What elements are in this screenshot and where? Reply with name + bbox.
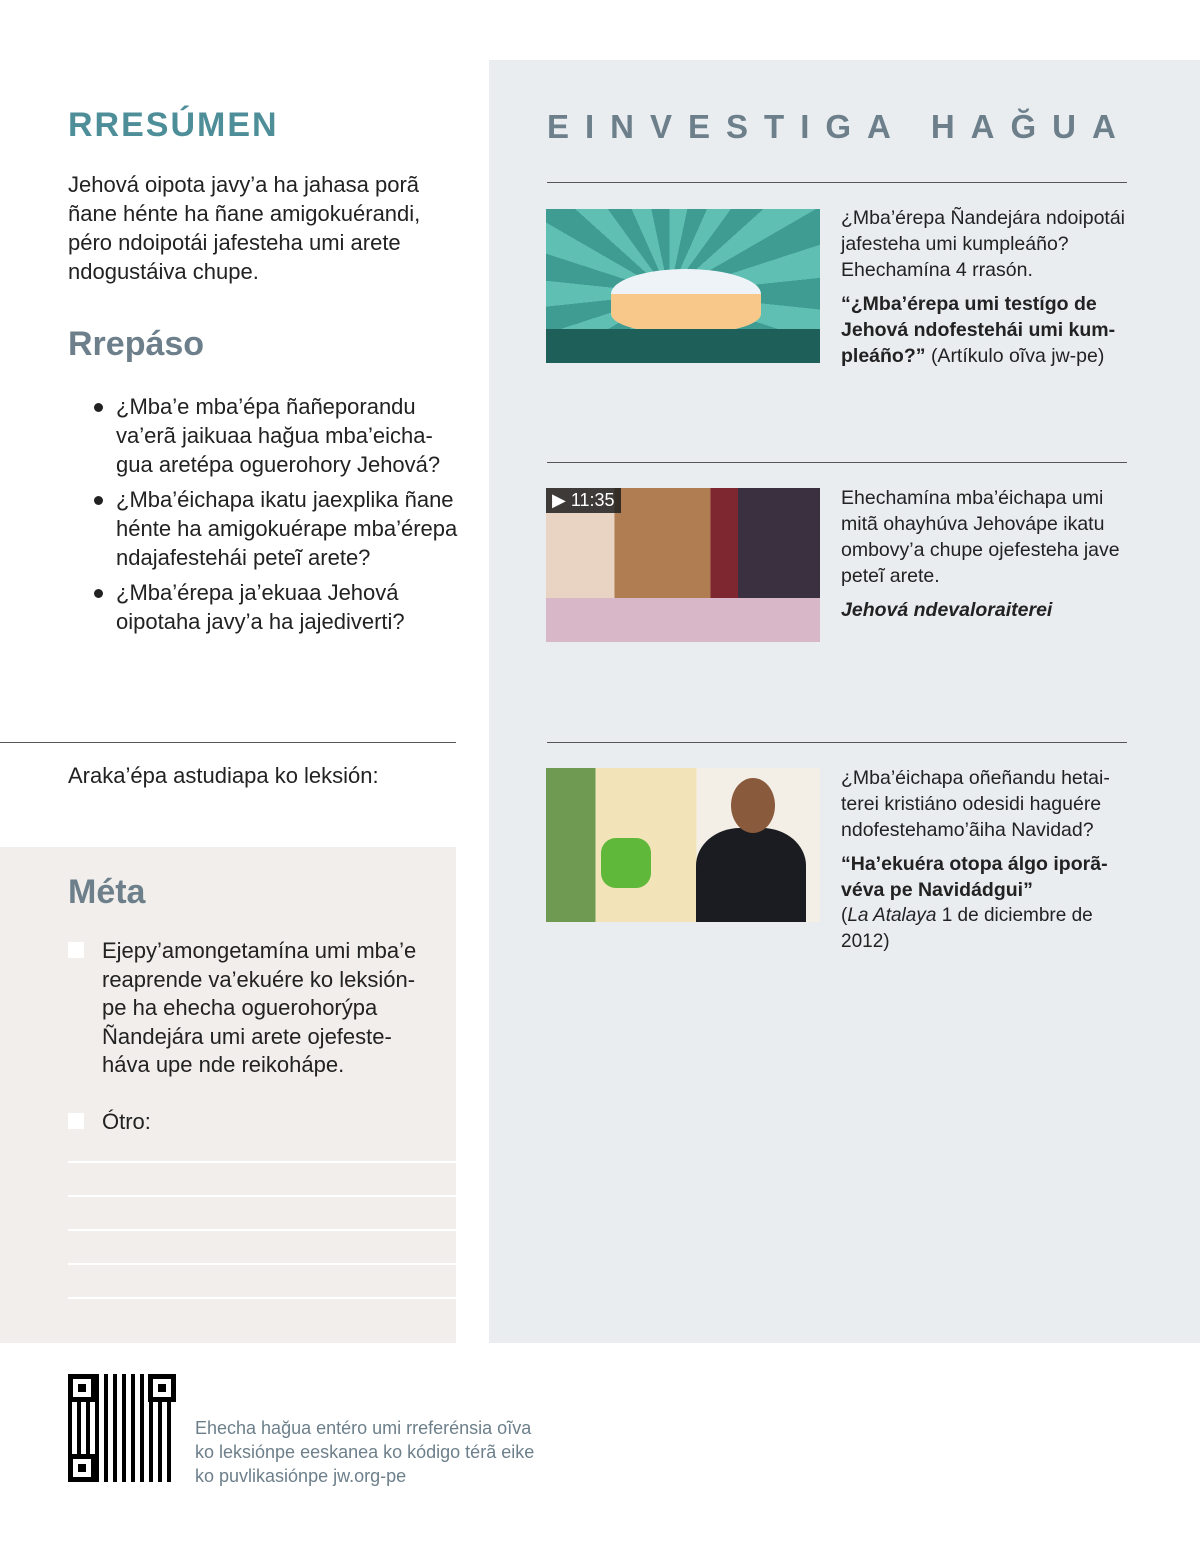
video-link[interactable]: Jehová ndevaloraiterei — [841, 599, 1053, 621]
goal-other-label: Ótro: — [102, 1109, 151, 1134]
write-line[interactable] — [68, 1263, 456, 1265]
resource-item — [841, 485, 1131, 623]
source: (Artíkulo oĩva jw-pe) — [930, 345, 1105, 367]
explore-title: EINVESTIGA HAĞUA — [547, 108, 1132, 145]
summary-title: RRESÚMEN — [68, 106, 279, 144]
resource-description: Ehechamína mba’éichapa umi mitã ohayhúva Jehovápe ikatu ombovy’a chupe ojefesteha jave peteĩ arete. — [841, 487, 1120, 587]
goal-box — [0, 847, 456, 1343]
other-checkbox[interactable] — [68, 1113, 84, 1129]
goal-title: Méta — [68, 873, 146, 911]
resource-description: ¿Mba’érepa Ñandejára ndoipotái jafesteha umi kumpleáño? Ehechamína 4 rrasón. — [841, 207, 1126, 281]
write-line[interactable] — [68, 1229, 456, 1231]
summary-text: Jehová oipota javy’a ha jahasa porã ñane hénte ha ñane amigokuérandi, péro ndoipotái jafesteha umi arete ndogustáiva chupe. — [68, 172, 421, 284]
review-list — [92, 392, 462, 642]
resource-item — [841, 765, 1131, 955]
divider — [547, 742, 1127, 743]
article-link[interactable]: “¿Mba’érepa umi testígo de Jehová ndofestehái umi kumpleáño?” — [841, 293, 1116, 367]
resource-description: ¿Mba’éichapa oñeñandu hetaiterei kristiáno odesidi haguére ndofestehamo’ãiha Navidad? — [841, 767, 1110, 841]
review-item: ¿Mba’e mba’épa ñañeporandu va’erã jaikuaa hağua mba’eichagua aretépa oguerohory Jehová? — [92, 392, 462, 479]
resource-item — [841, 205, 1131, 369]
review-item: ¿Mba’éichapa ikatu jaexplika ñane hénte ha amigokuérape mba’érepa ndajafestehái peteĩ arete? — [92, 485, 462, 572]
divider — [0, 742, 456, 743]
family-photo[interactable] — [546, 768, 820, 922]
divider — [547, 182, 1127, 183]
write-line[interactable] — [68, 1161, 456, 1163]
goal-checkbox[interactable] — [68, 942, 84, 958]
studied-date-label: Araka’épa astudiapa ko leksión: — [68, 763, 379, 788]
source: (La Atalaya 1 de diciembre de 2012) — [841, 905, 1093, 952]
review-title: Rrepáso — [68, 325, 205, 363]
divider — [547, 462, 1127, 463]
birthday-cake-image[interactable] — [546, 209, 820, 363]
write-line[interactable] — [68, 1297, 456, 1299]
video-thumbnail[interactable] — [546, 488, 820, 642]
write-line[interactable] — [68, 1195, 456, 1197]
video-duration: ▶ 11:35 — [546, 488, 621, 513]
article-link[interactable]: “Ha’ekuéra otopa álgo iporãvéva pe Navidádgui” — [841, 853, 1108, 901]
footer-note: Ehecha hağua entéro umi rreferénsia oĩva ko leksiónpe eeskanea ko kódigo térã eike ko puvlikasiónpe jw.org-pe — [195, 1418, 535, 1486]
qr-code[interactable] — [68, 1374, 176, 1482]
goal-item: Ejepy’amongetamína umi mba’e reaprende va’ekuére ko leksiónpe ha ehecha oguerohorýpa Ñandejára umi arete ojefesteháva upe nde reikohápe. — [102, 938, 417, 1077]
review-item: ¿Mba’érepa ja’ekuaa Jehová oipotaha javy’a ha jajediverti? — [92, 578, 462, 636]
